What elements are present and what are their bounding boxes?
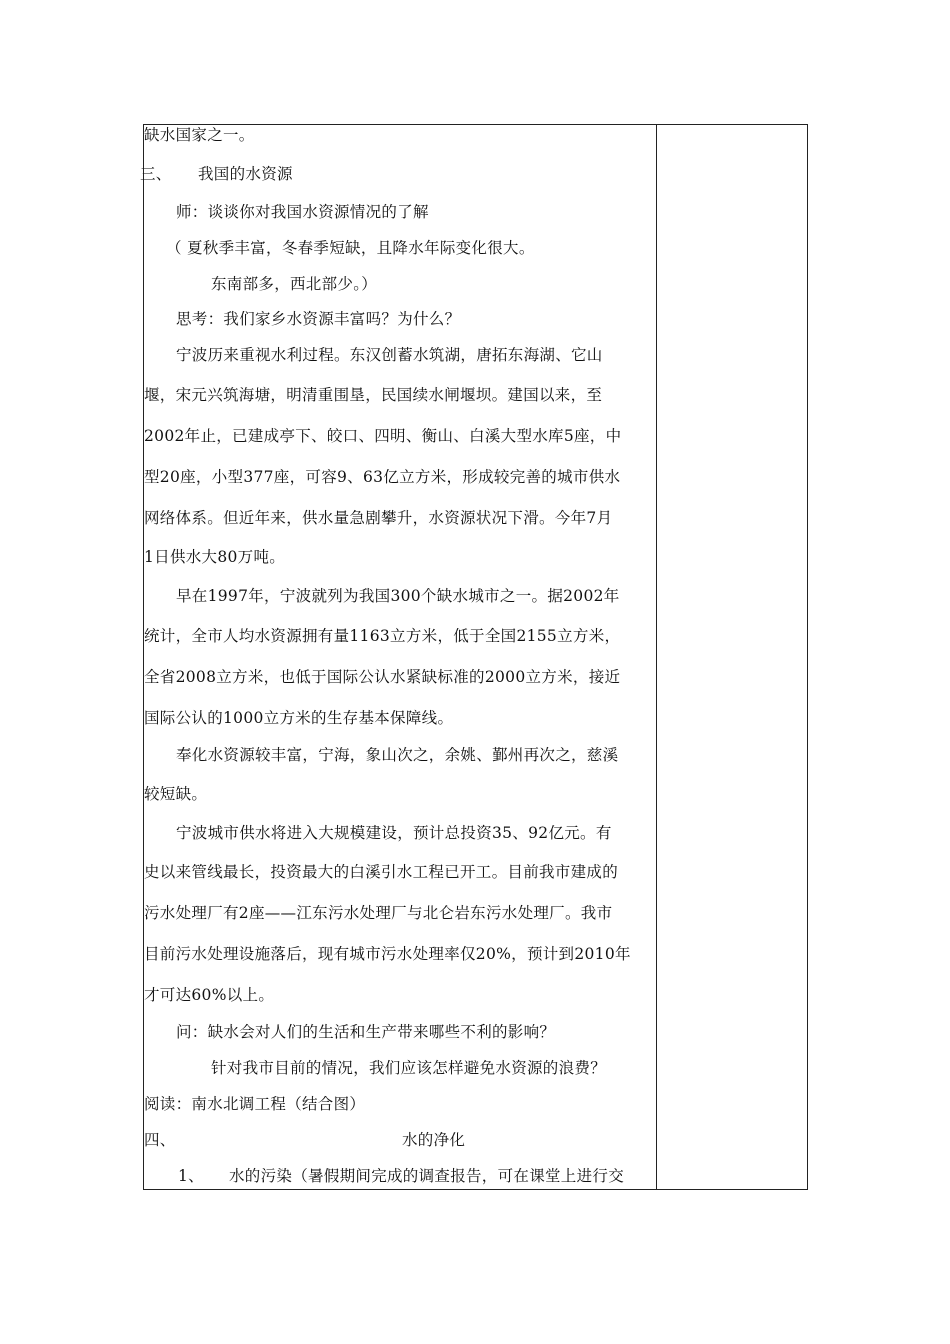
text-line: 阅读：南水北调工程（结合图） <box>144 1095 366 1113</box>
paragraph-line: 国际公认的1000立方米的生存基本保障线。 <box>144 709 454 727</box>
paragraph-line: 目前污水处理设施落后，现有城市污水处理率仅20%，预计到2010年 <box>144 945 631 963</box>
text-line: 东南部多，西北部少。） <box>211 275 378 293</box>
paragraph-line: 才可达60%以上。 <box>144 986 275 1004</box>
question-line: 针对我市目前的情况，我们应该怎样避免水资源的浪费？ <box>211 1059 607 1077</box>
list-number: 1、 <box>178 1167 204 1185</box>
section-number: 三、 <box>140 165 172 183</box>
section-heading: 我国的水资源 <box>198 165 293 183</box>
paragraph-line: 网络体系。但近年来，供水量急剧攀升，水资源状况下滑。今年7月 <box>144 509 613 527</box>
paragraph-line: 宁波城市供水将进入大规模建设，预计总投资35、92亿元。有 <box>176 824 612 842</box>
paragraph-line: 1日供水大80万吨。 <box>144 548 286 566</box>
paragraph-line: 统计，全市人均水资源拥有量1163立方米，低于全国2155立方米， <box>144 627 621 645</box>
paragraph-line: 2002年止，已建成亭下、皎口、四明、衡山、白溪大型水库5座，中 <box>144 427 622 445</box>
text-line: （ 夏秋季丰富，冬春季短缺，且降水年际变化很大。 <box>166 239 535 257</box>
paragraph-line: 史以来管线最长，投资最大的白溪引水工程已开工。目前我市建成的 <box>144 863 619 881</box>
text-line: 师：谈谈你对我国水资源情况的了解 <box>176 203 429 221</box>
section-number: 四、 <box>144 1131 176 1149</box>
text-line: 思考：我们家乡水资源丰富吗？为什么？ <box>176 310 461 328</box>
list-item-text: 水的污染（暑假期间完成的调查报告，可在课堂上进行交 <box>229 1167 625 1185</box>
text-line: 缺水国家之一。 <box>144 126 255 144</box>
section-heading: 水的净化 <box>402 1131 466 1149</box>
table-column-divider <box>656 124 657 1190</box>
paragraph-line: 全省2008立方米，也低于国际公认水紧缺标准的2000立方米，接近 <box>144 668 621 686</box>
paragraph-line: 奉化水资源较丰富，宁海，象山次之，余姚、鄞州再次之，慈溪 <box>176 746 619 764</box>
paragraph-line: 型20座，小型377座，可容9、63亿立方米，形成较完善的城市供水 <box>144 468 621 486</box>
paragraph-line: 污水处理厂有2座——江东污水处理厂与北仑岩东污水处理厂。我市 <box>144 904 613 922</box>
paragraph-line: 较短缺。 <box>144 785 208 803</box>
paragraph-line: 早在1997年，宁波就列为我国300个缺水城市之一。据2002年 <box>176 587 620 605</box>
question-line: 问：缺水会对人们的生活和生产带来哪些不利的影响？ <box>176 1023 556 1041</box>
paragraph-line: 宁波历来重视水利过程。东汉创蓄水筑湖，唐拓东海湖、它山 <box>176 346 603 364</box>
paragraph-line: 堰，宋元兴筑海塘，明清重围垦，民国续水闸堰坝。建国以来，至 <box>144 386 603 404</box>
